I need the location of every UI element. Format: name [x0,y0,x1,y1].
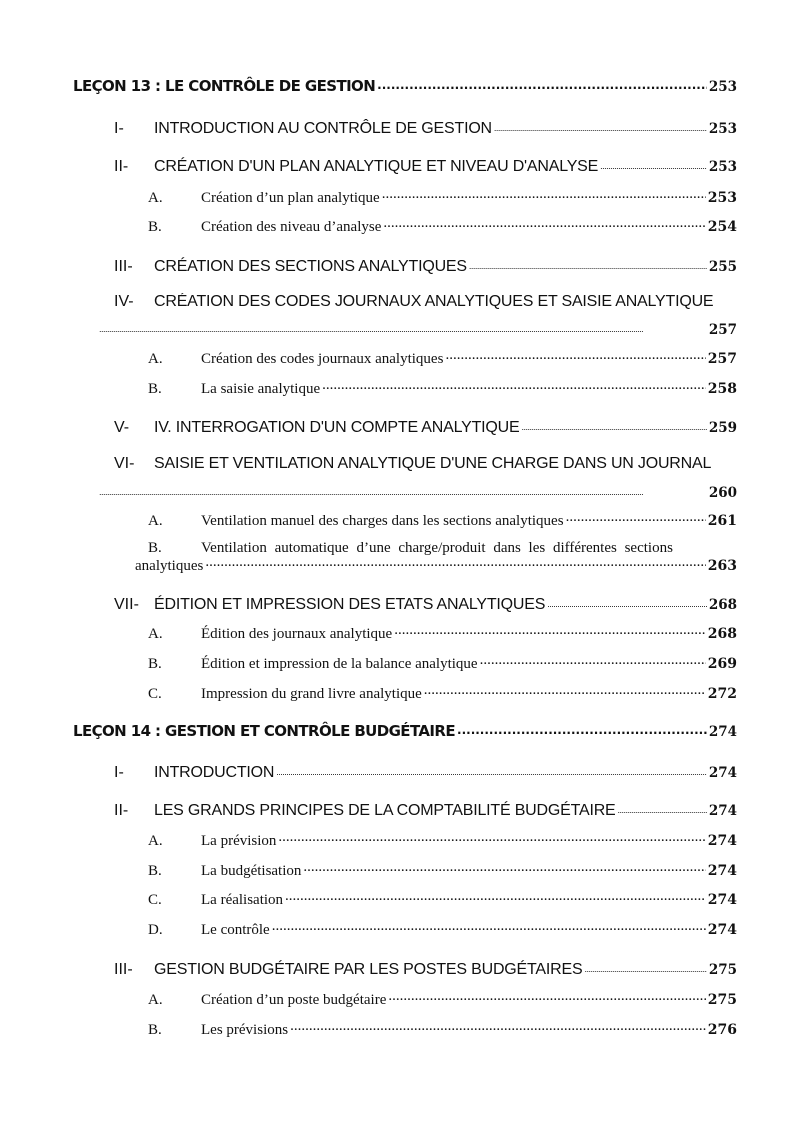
toc-subsection [0,830,794,850]
toc-section [0,455,794,473]
dot-leader [445,348,705,363]
toc-page-number: 261 [707,513,737,529]
toc-subsection [0,1019,794,1039]
toc-entry-title: SAISIE ET VENTILATION ANALYTIQUE D'UNE CHARGE DANS UN JOURNAL [154,455,712,472]
toc-entry-letter: A. [148,190,163,206]
toc-entry-title: LES GRANDS PRINCIPES DE LA COMPTABILITÉ BUDGÉTAIRE [154,802,616,819]
dot-leader [480,653,706,668]
toc-entry-title: Création d’un plan analytique [201,190,380,206]
dot-leader [566,510,706,525]
toc-entry-number: VII- [114,596,139,613]
toc-entry-title: Impression du grand livre analytique [201,686,422,702]
toc-page-number: 268 [708,597,737,613]
toc-entry-letter: B. [148,656,162,672]
toc-entry-letter: C. [148,892,162,908]
toc-entry-number: VI- [114,455,135,472]
toc-page-number: 269 [707,656,737,672]
toc-subsection [0,623,794,643]
toc-page-number: 275 [707,992,737,1008]
toc-entry-number: III- [114,258,133,275]
toc-page-number: 274 [707,833,737,849]
toc-entry-title: Création des codes journaux analytiques [201,351,444,367]
toc-subsection [0,510,794,530]
dot-leader [382,187,706,202]
toc-entry-letter: B. [148,1022,162,1038]
dot-leader [424,683,706,698]
toc-entry-title: Création d’un poste budgétaire [201,992,387,1008]
toc-subsection [0,216,794,236]
toc-entry-title: LEÇON 14 : GESTION ET CONTRÔLE BUDGÉTAIRE [73,722,456,740]
toc-entry-number: IV- [114,293,134,310]
toc-page-number: 258 [707,381,737,397]
toc-entry-title: Le contrôle [201,922,270,938]
toc-page-number: 274 [707,922,737,938]
toc-lesson-13 [0,76,794,95]
dot-leader [494,117,707,133]
toc-entry-letter: A. [148,626,163,642]
toc-subsection [0,683,794,703]
dot-leader [303,860,705,875]
toc-subsection [0,919,794,939]
toc-entry-number: II- [114,158,129,175]
dot-leader [600,155,707,171]
toc-entry-title: La réalisation [201,892,284,908]
toc-entry-title: CRÉATION D'UN PLAN ANALYTIQUE ET NIVEAU D'ANALYSE [154,158,599,175]
toc-page-number: 254 [707,219,737,235]
dot-leader [285,889,706,904]
toc-subsection [0,860,794,880]
toc-page-number: 255 [708,259,737,275]
toc-page-number: 274 [708,724,737,740]
toc-subsection [0,653,794,673]
toc-entry-letter: A. [148,992,163,1008]
toc-subsection [0,889,794,909]
dot-leader [99,481,707,497]
toc-page-number: 274 [707,892,737,908]
dot-leader [205,555,705,570]
toc-entry-title: INTRODUCTION [154,764,275,781]
dot-leader [457,721,707,736]
toc-subsection [0,348,794,368]
toc-entry-title: La saisie analytique [201,381,321,397]
toc-entry-letter: B. [148,863,162,879]
toc-page-number: 253 [707,190,737,206]
toc-section-continuation [0,318,794,338]
toc-entry-number: I- [114,120,124,137]
toc-page-number: 259 [708,420,737,436]
toc-entry-title: Ventilation manuel des charges dans les sections analytiques [201,513,564,529]
toc-entry-title: CRÉATION DES CODES JOURNAUX ANALYTIQUES ET SAISIE ANALYTIQUE [154,293,714,310]
dot-leader [278,830,705,845]
toc-entry-number: III- [114,961,133,978]
dot-leader [584,958,706,974]
toc-page-number: 268 [707,626,737,642]
dot-leader [618,799,707,815]
toc-entry-letter: D. [148,922,163,938]
toc-entry-letter: A. [148,833,163,849]
toc-entry-title: Édition des journaux analytique [201,626,393,642]
toc-subsection [0,989,794,1009]
toc-entry-title: GESTION BUDGÉTAIRE PAR LES POSTES BUDGÉTAIRES [154,961,583,978]
toc-page-number: 274 [708,765,737,781]
toc-page-number: 274 [708,803,737,819]
toc-page-number: 253 [708,121,737,137]
toc-page-number: 260 [708,485,737,501]
toc-entry-title: ÉDITION ET IMPRESSION DES ETATS ANALYTIQUES [154,596,546,613]
dot-leader [99,318,707,334]
toc-entry-letter: B. [148,219,162,235]
dot-leader [521,416,706,432]
toc-section [0,155,794,176]
toc-entry-title: La budgétisation [201,863,302,879]
toc-lesson-14 [0,721,794,740]
dot-leader [276,761,707,777]
toc-section-continuation [0,481,794,501]
toc-entry-letter: C. [148,686,162,702]
toc-page-number: 263 [707,558,737,574]
toc-entry-letter: B. [148,381,162,397]
toc-entry-letter: B. [148,540,162,556]
toc-entry-title: Création des niveau d’analyse [201,219,382,235]
toc-section [0,761,794,782]
toc-page-number: 257 [707,351,737,367]
toc-entry-letter: A. [148,351,163,367]
toc-entry-letter: A. [148,513,163,529]
toc-section [0,255,794,276]
toc-page-number: 274 [707,863,737,879]
toc-page-number: 272 [707,686,737,702]
toc-section [0,593,794,614]
toc-entry-number: V- [114,419,130,436]
toc-entry-title: Édition et impression de la balance analytique [201,656,478,672]
toc-page-number: 253 [708,159,737,175]
dot-leader [547,593,707,609]
dot-leader [388,989,705,1004]
toc-section [0,799,794,820]
toc-entry-number: I- [114,764,124,781]
toc-page-number: 276 [707,1022,737,1038]
toc-entry-number: II- [114,802,129,819]
toc-page-number: 257 [708,322,737,338]
dot-leader [383,216,705,231]
dot-leader [377,76,707,91]
toc-section [0,958,794,979]
toc-subsection [0,378,794,398]
toc-section [0,416,794,437]
dot-leader [322,378,706,393]
toc-section [0,117,794,138]
toc-entry-title: LEÇON 13 : LE CONTRÔLE DE GESTION [73,77,376,95]
dot-leader [290,1019,706,1034]
dot-leader [394,623,706,638]
toc-subsection-continuation [0,555,794,575]
toc-entry-title: IV. INTERROGATION D'UN COMPTE ANALYTIQUE [154,419,520,436]
toc-section [0,293,794,311]
toc-entry-title: Ventilation automatique d’une charge/produit dans les différentes sections [201,540,673,556]
toc-page-number: 253 [708,79,737,95]
dot-leader [272,919,706,934]
dot-leader [469,255,707,271]
toc-entry-title: INTRODUCTION AU CONTRÔLE DE GESTION [154,120,492,137]
toc-entry-title: La prévision [201,833,277,849]
toc-subsection [0,187,794,207]
toc-entry-title: Les prévisions [201,1022,289,1038]
toc-entry-title-continued: analytiques [135,558,204,574]
toc-page-number: 275 [708,962,737,978]
toc-entry-title: CRÉATION DES SECTIONS ANALYTIQUES [154,258,467,275]
